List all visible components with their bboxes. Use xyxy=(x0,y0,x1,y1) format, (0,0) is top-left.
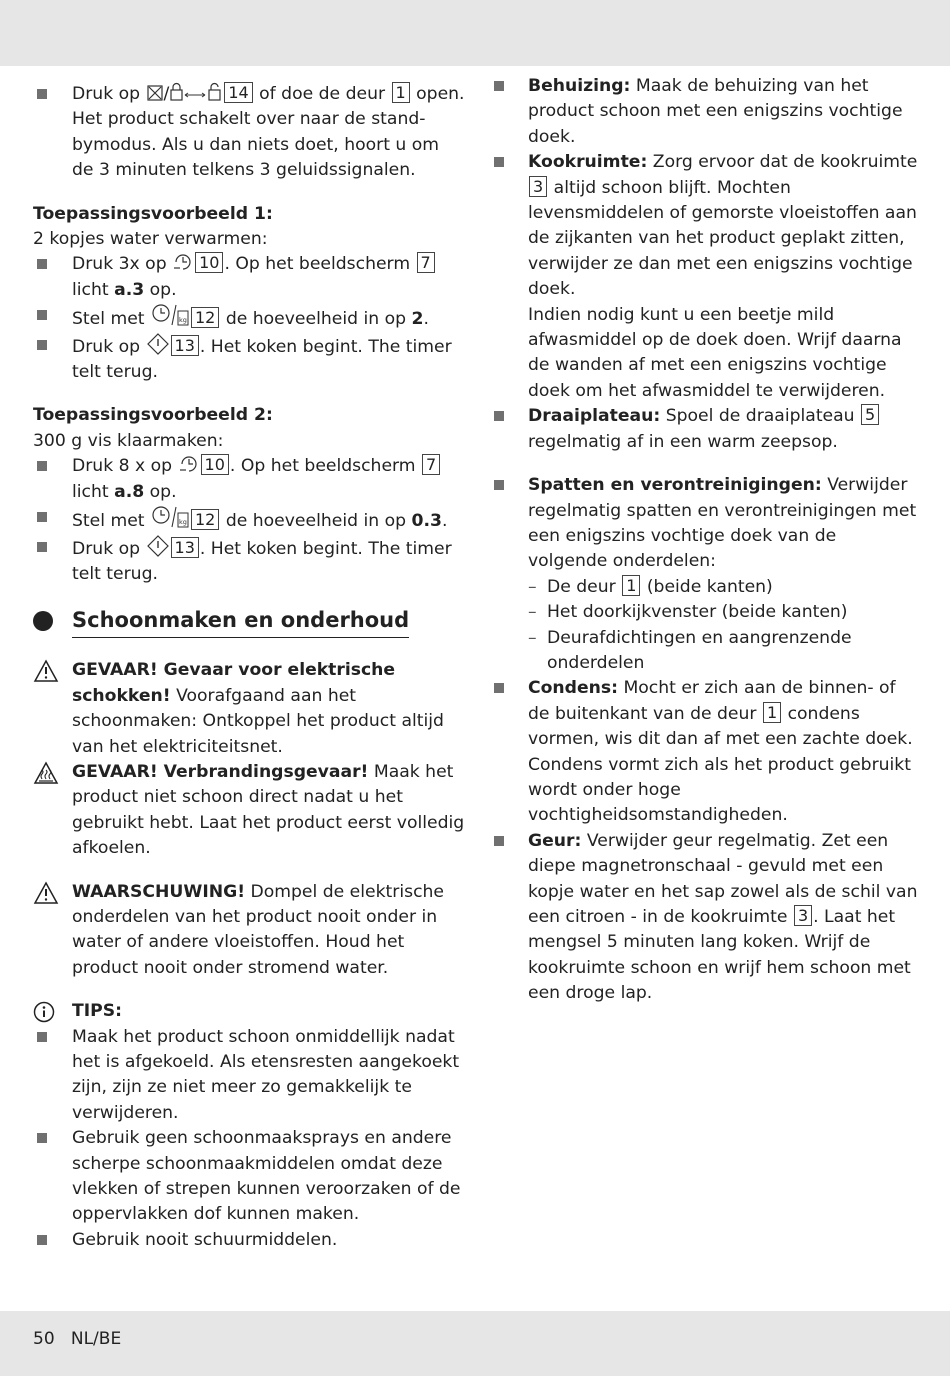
list-item: Stel met kg 12 de hoeveelheid in op 0.3. xyxy=(33,505,465,534)
list-item: Stel met kg 12 de hoeveelheid in op 2. xyxy=(33,303,465,332)
ref-badge: 12 xyxy=(191,509,219,530)
ref-badge: 13 xyxy=(171,335,199,356)
clock-icon xyxy=(179,454,199,474)
timer-weight-icon xyxy=(151,505,189,529)
tips-heading: TIPS: xyxy=(33,999,465,1024)
list-item: Druk 3x op 10 . Op het beeldscherm 7 licht a.3 op. xyxy=(33,252,465,303)
svg-text:kg: kg xyxy=(179,518,187,527)
header-band xyxy=(0,0,950,66)
hot-surface-icon xyxy=(33,761,59,793)
example-subtitle: 300 g vis klaarmaken: xyxy=(33,430,224,451)
svg-text:kg: kg xyxy=(179,316,187,325)
list-item: Druk op / 14 of doe de deur 1 open. Het product schakelt over naar de stand-bymodus. Als u dan niets doet, hoort u om de 3 minuten telkens 3 geluidssignalen. xyxy=(33,82,465,184)
ref-badge: 3 xyxy=(794,905,812,926)
list-item: Condens: Mocht er zich aan de binnen- of de buitenkant van de deur 1 condens vormen, wis dit dan af met een zachte doek. Condens vormt zich als het product gebruikt wordt onder hoge vochtigheidsomstandigheden. xyxy=(490,676,920,828)
example-subtitle: 2 kopjes water verwarmen: xyxy=(33,229,268,250)
right-column xyxy=(490,74,920,1007)
text: Druk op xyxy=(72,84,141,104)
list-item: Druk 8 x op 10 . Op het beeldscherm 7 licht a.8 op. xyxy=(33,454,465,505)
list-item: Geur: Verwijder geur regelmatig. Zet een diepe magnetronschaal - gevuld met een kopje water en het sap zowel als de schil van een citroen - in de kookruimte 3 . Laat het mengsel 5 minuten lang koken. Wrijf de kookruimte schoon en wrijf hem schoon met een droge lap. xyxy=(490,829,920,1007)
list-item: Maak het product schoon onmiddellijk nadat het is afgekoeld. Als etensresten aangekoekt zijn, zijn ze niet meer zo gemakkelijk te verwijderen. xyxy=(33,1025,465,1127)
warning-triangle-icon xyxy=(33,881,59,913)
warning-triangle-icon xyxy=(33,659,59,691)
language-code: NL/BE xyxy=(70,1329,122,1349)
text: of doe de deur xyxy=(259,84,386,104)
dash-item: – Deurafdichtingen en aangrenzende onderdelen xyxy=(490,626,920,677)
example-heading: Toepassingsvoorbeeld 2: xyxy=(33,405,273,426)
list-item: Behuizing: Maak de behuizing van het product schoon met een enigszins vochtige doek. xyxy=(490,74,920,150)
list-item: Spatten en verontreinigingen: Verwijder regelmatig spatten en verontreinigingen met een enigszins vochtige doek van de volgende onderdelen: xyxy=(490,473,920,575)
footer-band xyxy=(0,1311,950,1376)
ref-badge: 5 xyxy=(861,404,879,425)
ref-badge: 14 xyxy=(224,82,252,103)
timer-weight-icon xyxy=(151,303,189,327)
child-lock-icon xyxy=(170,82,222,102)
ref-badge: 12 xyxy=(191,307,219,328)
dash-item: – De deur 1 (beide kanten) xyxy=(490,575,920,600)
text: open. Het product schakelt over naar de stand-bymodus. Als u dan niets doet, hoort u om de 3 minuten telkens 3 geluidssignalen. xyxy=(72,84,465,181)
ref-badge: 1 xyxy=(763,702,781,723)
example-heading: Toepassingsvoorbeeld 1: xyxy=(33,203,273,224)
list-item: Draaiplateau: Spoel de draaiplateau 5 regelmatig af in een warm zeepsop. xyxy=(490,404,920,455)
ref-badge: 13 xyxy=(171,537,199,558)
section-title: Schoonmaken en onderhoud xyxy=(72,603,409,638)
ref-badge: 10 xyxy=(201,454,229,475)
list-item: Kookruimte: Zorg ervoor dat de kookruimte 3 altijd schoon blijft. Mochten levensmiddelen of gemorste vloeistoffen aan de zijkanten van het product geplakt zitten, verwijder ze dan met een enigszins vochtige doek. Indien nodig kunt u een beetje mild afwasmiddel op de doek doen. Wrijf daarna de wanden af met een enigszins vochtige doek om het afwasmiddel te verwijderen. xyxy=(490,150,920,404)
bullet-dot-icon xyxy=(33,611,53,631)
ref-badge: 3 xyxy=(529,176,547,197)
page-footer xyxy=(33,1329,121,1349)
paragraph: Indien nodig kunt u een beetje mild afwasmiddel op de doek doen. Wrijf daarna de wanden af met een enigszins vochtige doek om het afwasmiddel te verwijderen. xyxy=(528,304,902,401)
warning-block: GEVAAR! Gevaar voor elektrische schokken! Voorafgaand aan het schoonmaken: Ontkoppel het product altijd van het elektriciteitsnet. xyxy=(33,658,465,760)
start-icon xyxy=(147,535,169,557)
stop-cancel-icon xyxy=(147,84,163,102)
ref-badge: 7 xyxy=(422,454,440,475)
ref-badge: 1 xyxy=(392,82,410,103)
list-item: Gebruik nooit schuurmiddelen. xyxy=(33,1228,465,1253)
ref-badge: 7 xyxy=(417,252,435,273)
clock-icon xyxy=(173,252,193,272)
ref-badge: 10 xyxy=(195,252,223,273)
start-icon xyxy=(147,333,169,355)
warning-block: GEVAAR! Verbrandingsgevaar! Maak het product niet schoon direct nadat u het gebruikt hebt. Laat het product eerst volledig afkoelen. xyxy=(33,760,465,862)
warning-block: WAARSCHUWING! Dompel de elektrische onderdelen van het product nooit onder in water of andere vloeistoffen. Houd het product nooit onder stromend water. xyxy=(33,880,465,982)
list-item: Druk op 13 . Het koken begint. The timer telt terug. xyxy=(33,535,465,588)
left-column xyxy=(33,82,465,1253)
ref-badge: 1 xyxy=(622,575,640,596)
page-number: 50 xyxy=(33,1329,55,1349)
section-heading xyxy=(33,603,465,638)
dash-item: – Het doorkijkvenster (beide kanten) xyxy=(490,600,920,625)
list-item: Gebruik geen schoonmaaksprays en andere scherpe schoonmaakmiddelen omdat deze vlekken of strepen kunnen veroorzaken of de oppervlakken dof kunnen maken. xyxy=(33,1126,465,1228)
list-item: Druk op 13 . Het koken begint. The timer telt terug. xyxy=(33,333,465,386)
